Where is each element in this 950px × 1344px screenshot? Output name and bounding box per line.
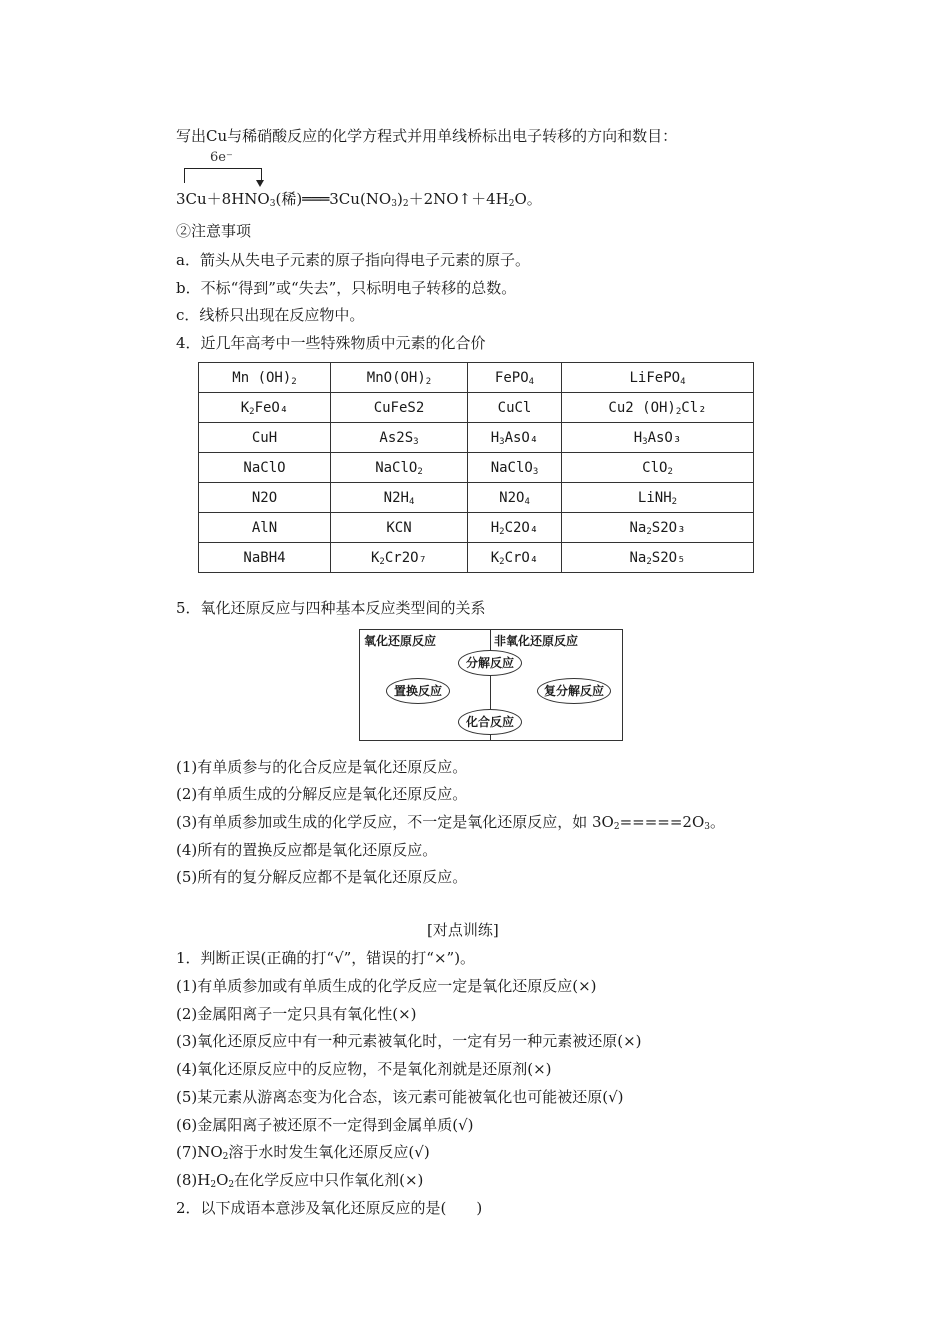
equation-text: $3Cu+8HNO_3$(稀)$═══3Cu(NO_3)_2+2NO↑+4H_2O$。 — [176, 190, 542, 209]
table-cell: N2O — [199, 483, 331, 513]
table-row — [199, 543, 754, 573]
table-cell: NaClO$_3$ — [468, 453, 562, 483]
table-cell: $K_2Cr2O_7$ — [331, 543, 468, 573]
table-cell: $H_2C2O_4$ — [468, 513, 562, 543]
table-cell: $H_3AsO_4$ — [468, 423, 562, 453]
table-cell: CuH — [199, 423, 331, 453]
question-1-item-5: (5)某元素从游离态变为化合态，该元素可能被氧化也可能被还原(√) — [176, 1088, 624, 1106]
electron-transfer-label: 6e⁻ — [210, 150, 233, 165]
non-redox-label: 非氧化还原反应 — [494, 634, 579, 648]
question-1-item-1: (1)有单质参加或有单质生成的化学反应一定是氧化还原反应(×) — [176, 977, 597, 995]
table-cell: Mn $(OH)_2$ — [199, 363, 331, 393]
table-cell: $H_3AsO_3$ — [562, 423, 754, 453]
rule-5: (5)所有的复分解反应都不是氧化还原反应。 — [176, 868, 468, 886]
table-cell: $N2H_4$ — [331, 483, 468, 513]
rule-1: (1)有单质参与的化合反应是氧化还原反应。 — [176, 758, 468, 776]
replacement-ellipse: 置换反应 — [386, 678, 450, 704]
practice-heading: [对点训练] — [427, 921, 499, 939]
table-row — [199, 513, 754, 543]
rule-3: (3)有单质参加或生成的化学反应，不一定是氧化还原反应，如 $3O_2=====2O_3$。 — [176, 813, 726, 832]
table-cell: $Na_2S2O_3$ — [562, 513, 754, 543]
bridge-arrow-icon — [256, 180, 264, 187]
table-cell: $K_2FeO_4$ — [199, 393, 331, 423]
single-line-bridge — [184, 168, 262, 183]
table-cell: $N2O_4$ — [468, 483, 562, 513]
notes-title: ②注意事项 — [176, 222, 252, 240]
table-cell: Cu2 $(OH)_2Cl_2$ — [562, 393, 754, 423]
redox-label: 氧化还原反应 — [364, 634, 437, 648]
question-1-item-8: $(8)H_2O_2$在化学反应中只作氧化剂(×) — [176, 1171, 424, 1190]
table-cell: LiFePO$_4$ — [562, 363, 754, 393]
table-cell: LiNH$_2$ — [562, 483, 754, 513]
rule-2: (2)有单质生成的分解反应是氧化还原反应。 — [176, 785, 468, 803]
table-cell: NaClO — [199, 453, 331, 483]
section-4-heading: 4．近几年高考中一些特殊物质中元素的化合价 — [176, 334, 486, 352]
table-cell: ClO$_2$ — [562, 453, 754, 483]
table-row — [199, 393, 754, 423]
question-1-item-7: $(7)NO_2$溶于水时发生氧化还原反应(√) — [176, 1143, 430, 1162]
question-2: 2．以下成语本意涉及氧化还原反应的是( ) — [176, 1199, 483, 1217]
note-a: a．箭头从失电子元素的原子指向得电子元素的原子。 — [176, 251, 530, 269]
table-cell: $MnO(OH)_2$ — [331, 363, 468, 393]
table-row — [199, 483, 754, 513]
question-1-item-6: (6)金属阳离子被还原不一定得到金属单质(√) — [176, 1116, 474, 1134]
redox-equation — [176, 150, 616, 212]
table-cell: $Na_2S2O_5$ — [562, 543, 754, 573]
table-row — [199, 453, 754, 483]
table-cell: AlN — [199, 513, 331, 543]
table-cell: CuCl — [468, 393, 562, 423]
table-cell: $As2S_3$ — [331, 423, 468, 453]
rule-4: (4)所有的置换反应都是氧化还原反应。 — [176, 841, 438, 859]
question-1-item-2: (2)金属阳离子一定只具有氧化性(×) — [176, 1005, 417, 1023]
double-decomposition-ellipse: 复分解反应 — [537, 678, 611, 704]
decomposition-ellipse: 分解反应 — [458, 650, 522, 676]
table-cell: CuFeS2 — [331, 393, 468, 423]
table-cell: NaBH4 — [199, 543, 331, 573]
question-1: 1．判断正误(正确的打“√”，错误的打“×”)。 — [176, 949, 476, 967]
question-1-item-4: (4)氧化还原反应中的反应物，不是氧化剂就是还原剂(×) — [176, 1060, 552, 1078]
table-cell: NaClO$_2$ — [331, 453, 468, 483]
table-cell: KCN — [331, 513, 468, 543]
intro-text: 写出Cu与稀硝酸反应的化学方程式并用单线桥标出电子转移的方向和数目： — [176, 127, 678, 145]
table-cell: FePO$_4$ — [468, 363, 562, 393]
question-1-item-3: (3)氧化还原反应中有一种元素被氧化时，一定有另一种元素被还原(×) — [176, 1032, 642, 1050]
table-row — [199, 363, 754, 393]
reaction-type-diagram — [359, 629, 623, 741]
note-c: c．线桥只出现在反应物中。 — [176, 306, 365, 324]
combination-ellipse: 化合反应 — [458, 709, 522, 735]
section-5-heading: 5．氧化还原反应与四种基本反应类型间的关系 — [176, 599, 486, 617]
table-cell: $K_2CrO_4$ — [468, 543, 562, 573]
valence-table — [198, 362, 754, 573]
note-b: b．不标“得到”或“失去”，只标明电子转移的总数。 — [176, 279, 517, 297]
table-row — [199, 423, 754, 453]
